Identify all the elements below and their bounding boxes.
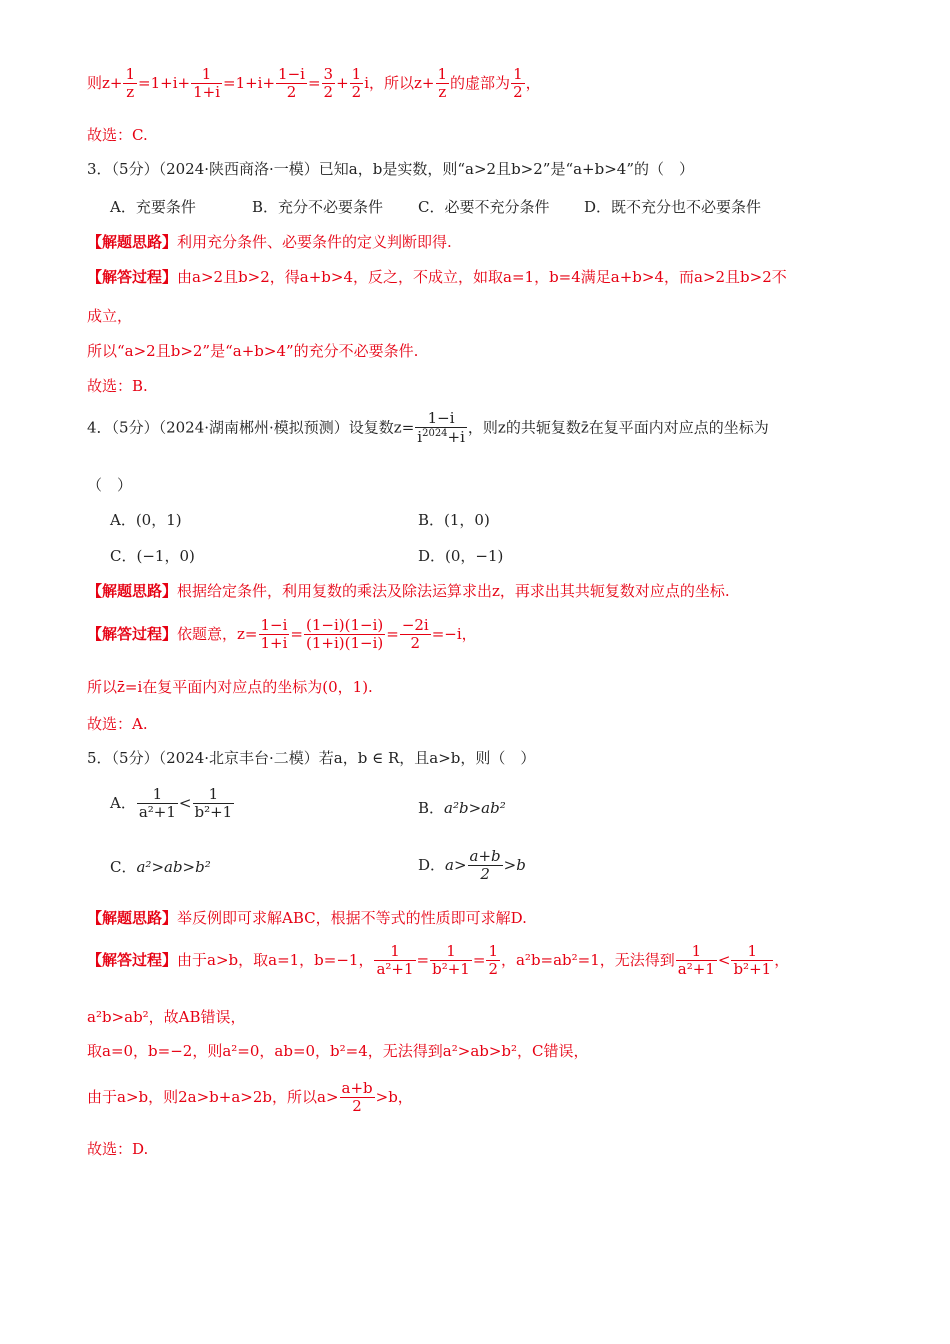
fraction: $\frac{-2i}{2}$ — [401, 616, 429, 653]
process-tag: 【解答过程】 — [87, 624, 178, 643]
fraction: $\frac{1-i}{1+i}$ — [260, 616, 288, 653]
q4-process-1 — [87, 617, 477, 653]
text: =1+i+ — [138, 73, 191, 92]
process-text: 由a>2且b>2，得a+b>4，反之，不成立，如取a=1，b=4满足a+b>4，而a>2且b>2不 — [177, 268, 787, 286]
text: 则z+ — [87, 73, 123, 92]
fraction: $\frac{1}{\text{a²+1}}$ — [138, 785, 176, 822]
prev-solution-line — [87, 66, 541, 102]
q4-paren: （ ） — [87, 476, 133, 494]
fraction: $\frac{(1-i)(1-i)}{(1+i)(1-i)}$ — [306, 616, 384, 653]
fraction: $\frac{1}{z}$ — [125, 65, 136, 102]
q4-stem — [87, 410, 769, 447]
text: >b， — [375, 1087, 413, 1106]
process-tag: 【解答过程】 — [87, 268, 178, 286]
q3-process-1 — [87, 268, 787, 286]
q4-option-b: B．(1，0) — [418, 511, 490, 529]
text: ，a²b=ab²=1，无法得到 — [500, 950, 675, 969]
text: i，所以z+ — [364, 73, 435, 92]
fraction: $\frac{a+b}{2}$ — [469, 847, 501, 884]
fraction: $\frac{1-i}{2}$ — [278, 65, 305, 102]
fraction: $\frac{1}{\text{b²+1}}$ — [432, 942, 470, 979]
q4-process-2: 所以z̄=i在复平面内对应点的坐标为(0，1). — [87, 678, 373, 696]
q5-process-3: 取a=0，b=−2，则a²=0，ab=0，b²=4，无法得到a²>ab>b²，C错误， — [87, 1042, 589, 1060]
q3-option-d: D．既不充分也不必要条件 — [584, 198, 762, 216]
fraction: $\frac{1}{\text{a²+1}}$ — [376, 942, 414, 979]
text: = — [290, 624, 303, 643]
q4-idea — [87, 582, 730, 600]
q3-answer-choice: 故选：B. — [87, 377, 148, 395]
q5-option-d: D．a> $\frac{a+b}{2}$ >b — [418, 847, 526, 884]
q5-answer-choice: 故选：D. — [87, 1140, 149, 1158]
q5-idea — [87, 909, 527, 927]
text: 的虚部为 — [450, 73, 511, 92]
text: = — [386, 624, 399, 643]
q5-option-b: B．a²b>ab² — [418, 799, 506, 817]
q3-stem: 3．（5分）（2024·陕西商洛·一模）已知a，b是实数，则“a>2且b>2”是“a+b>4”的（ ） — [87, 160, 695, 178]
q4-answer-choice: 故选：A. — [87, 715, 148, 733]
q3-option-b: B．充分不必要条件 — [252, 198, 384, 216]
q4-option-d: D．(0，−1) — [418, 547, 504, 565]
text: =−i， — [431, 624, 477, 643]
q3-process-2: 成立， — [87, 307, 133, 325]
fraction: $\frac{1}{2}$ — [513, 65, 523, 102]
process-tag: 【解答过程】 — [87, 950, 178, 969]
q4-option-a: A．(0，1) — [110, 511, 182, 529]
q5-stem: 5．（5分）（2024·北京丰台·二模）若a，b ∈ R，且a>b，则（ ） — [87, 749, 536, 767]
fraction: $\frac{1}{2}$ — [351, 65, 362, 102]
q3-option-c: C．必要不充分条件 — [418, 198, 550, 216]
fraction: $\frac{1}{z}$ — [437, 65, 448, 102]
q3-idea — [87, 233, 452, 251]
prev-answer-choice: 故选：C. — [87, 126, 148, 144]
fraction: $\frac{1}{2}$ — [488, 942, 498, 979]
fraction: $\frac{3}{2}$ — [323, 65, 334, 102]
fraction: $\frac{1}{\text{a²+1}}$ — [677, 942, 715, 979]
text: ， — [525, 73, 541, 92]
q5-process-1: 【解答过程】由于a>b，取a=1，b=−1， $\frac{1}{\text{a²+1}}$ = $\frac{1}{\text{b²+1}}$ = $\frac{1}{2}$ ，a²b=ab²=1，无法得到 $\frac{1}{\text{a²+1}}$ < $\frac{1}{\text{b²+1}}$ ， — [87, 942, 790, 979]
q4-option-c: C．(−1，0) — [110, 547, 195, 565]
idea-tag: 【解题思路】 — [87, 582, 178, 600]
text: = — [307, 73, 321, 92]
idea-text: 根据给定条件，利用复数的乘法及除法运算求出z，再求出其共轭复数对应点的坐标. — [177, 582, 730, 600]
q5-option-c: C．a²>ab>b² — [110, 858, 211, 876]
text: ，则z的共轭复数z̄在复平面内对应点的坐标为 — [467, 418, 769, 437]
text: + — [336, 73, 349, 92]
q5-process-4 — [87, 1080, 413, 1116]
idea-tag: 【解题思路】 — [87, 233, 178, 251]
fraction: $\frac{1}{1+i}$ — [193, 65, 220, 102]
q5-process-2: a²b>ab²，故AB错误， — [87, 1008, 246, 1026]
text: =1+i+ — [223, 73, 276, 92]
text: 依题意，z= — [177, 624, 258, 643]
text: 由于a>b，取a=1，b=−1， — [177, 950, 374, 969]
q5-option-a: A． $\frac{1}{\text{a²+1}}$ < $\frac{1}{\text{b²+1}}$ — [110, 785, 233, 822]
fraction: $\frac{1}{\text{b²+1}}$ — [194, 785, 233, 822]
q3-process-3: 所以“a>2且b>2”是“a+b>4”的充分不必要条件. — [87, 342, 419, 360]
q3-option-a: A．充要条件 — [110, 198, 196, 216]
idea-tag: 【解题思路】 — [87, 909, 178, 927]
idea-text: 利用充分条件、必要条件的定义判断即得. — [177, 233, 452, 251]
fraction: $\frac{1-i}{i^{2024}+i}$ — [417, 409, 465, 447]
idea-text: 举反例即可求解ABC，根据不等式的性质即可求解D. — [177, 909, 527, 927]
fraction: $\frac{a+b}{2}$ — [341, 1079, 373, 1116]
text: 由于a>b，则2a>b+a>2b，所以a> — [87, 1087, 339, 1106]
fraction: $\frac{1}{\text{b²+1}}$ — [733, 942, 772, 979]
text: 4．（5分）（2024·湖南郴州·模拟预测）设复数z= — [87, 418, 415, 437]
